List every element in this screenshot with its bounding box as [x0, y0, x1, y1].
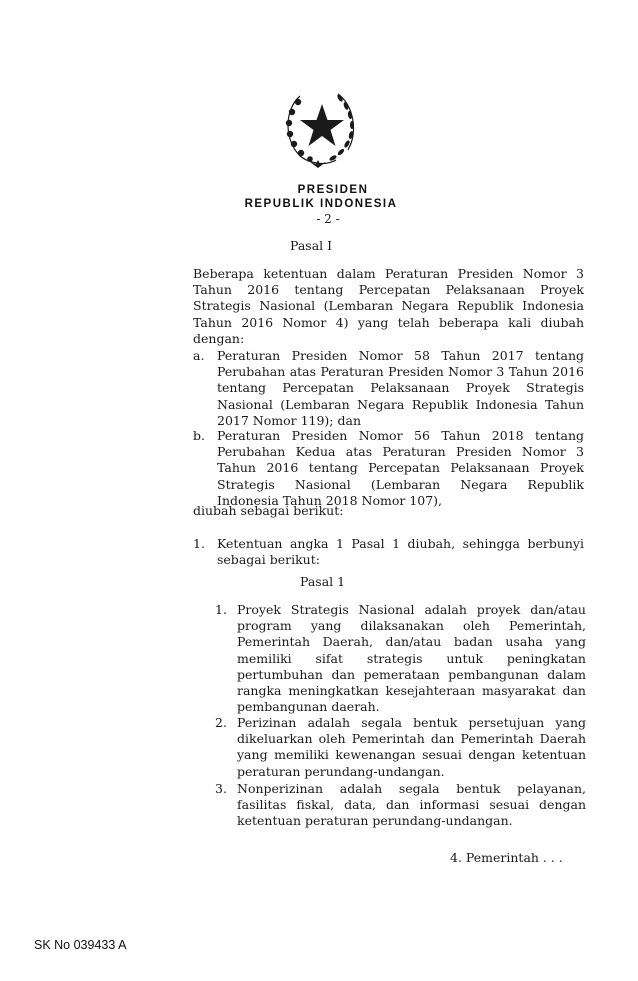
header-presiden: PRESIDEN: [297, 184, 369, 196]
header-republik-indonesia: REPUBLIK INDONESIA: [244, 198, 398, 210]
page-number: - 2 -: [316, 212, 340, 226]
list-item-text: Ketentuan angka 1 Pasal 1 diubah, sehingga berbunyi sebagai berikut:: [217, 536, 584, 568]
presidential-emblem-icon: [270, 82, 366, 172]
list-item-text: Nonperizinan adalah segala bentuk pelayanan, fasilitas fiskal, data, dan informasi sesuai dengan ketentuan peraturan perundang-undangan.: [237, 781, 586, 829]
list-item-text: Perizinan adalah segala bentuk persetujuan yang dikeluarkan oleh Pemerintah dan Pemerintah Daerah yang memiliki kewenangan sesuai dengan ketentuan peraturan perundang-undangan.: [237, 715, 586, 779]
list-item-text: Proyek Strategis Nasional adalah proyek dan/atau program yang dilaksanakan oleh Pemerintah, Pemerintah Daerah, dan/atau badan usaha yang memiliki sifat strategis untuk peningkatan pertumbuhan dan pemerataan pembangunan dalam rangka meningkatkan kesejahteraan masyarakat dan pembangunan daerah.: [237, 602, 586, 715]
list-marker: 3.: [215, 781, 227, 796]
list-marker: 1.: [193, 536, 205, 551]
definition-item-2: [215, 715, 586, 781]
list-marker: a.: [193, 348, 205, 363]
article-heading: Pasal I: [290, 238, 333, 253]
serial-number: SK No 039433 A: [34, 938, 127, 952]
definition-item-3: [215, 781, 586, 831]
continuation-text: 4. Pemerintah . . .: [450, 850, 563, 865]
list-item-text: Peraturan Presiden Nomor 56 Tahun 2018 tentang Perubahan Kedua atas Peraturan Presiden Nomor 3 Tahun 2016 tentang Percepatan Pelaksanaan Proyek Strategis Nasional (Lembaran Negara Republik Indonesia Tahun 2018 Nomor 107),: [217, 428, 584, 508]
changed-as-follows: diubah sebagai berikut:: [193, 503, 344, 518]
sub-article-heading: Pasal 1: [300, 574, 346, 589]
amendment-item-a: [193, 348, 584, 430]
list-item-text: Peraturan Presiden Nomor 58 Tahun 2017 tentang Perubahan atas Peraturan Presiden Nomor 3 Tahun 2016 tentang Percepatan Pelaksanaan Proyek Strategis Nasional (Lembaran Negara Republik Indonesia Tahun 2017 Nomor 119); dan: [217, 348, 584, 428]
list-marker: 2.: [215, 715, 227, 730]
list-marker: b.: [193, 428, 205, 443]
definition-item-1: [215, 602, 586, 716]
list-marker: 1.: [215, 602, 227, 617]
amendment-item-b: [193, 428, 584, 510]
intro-paragraph: Beberapa ketentuan dalam Peraturan Presiden Nomor 3 Tahun 2016 tentang Percepatan Pelaksanaan Proyek Strategis Nasional (Lembaran Negara Republik Indonesia Tahun 2016 Nomor 4) yang telah beberapa kali diubah dengan:: [193, 266, 584, 346]
change-item-1: [193, 536, 584, 570]
